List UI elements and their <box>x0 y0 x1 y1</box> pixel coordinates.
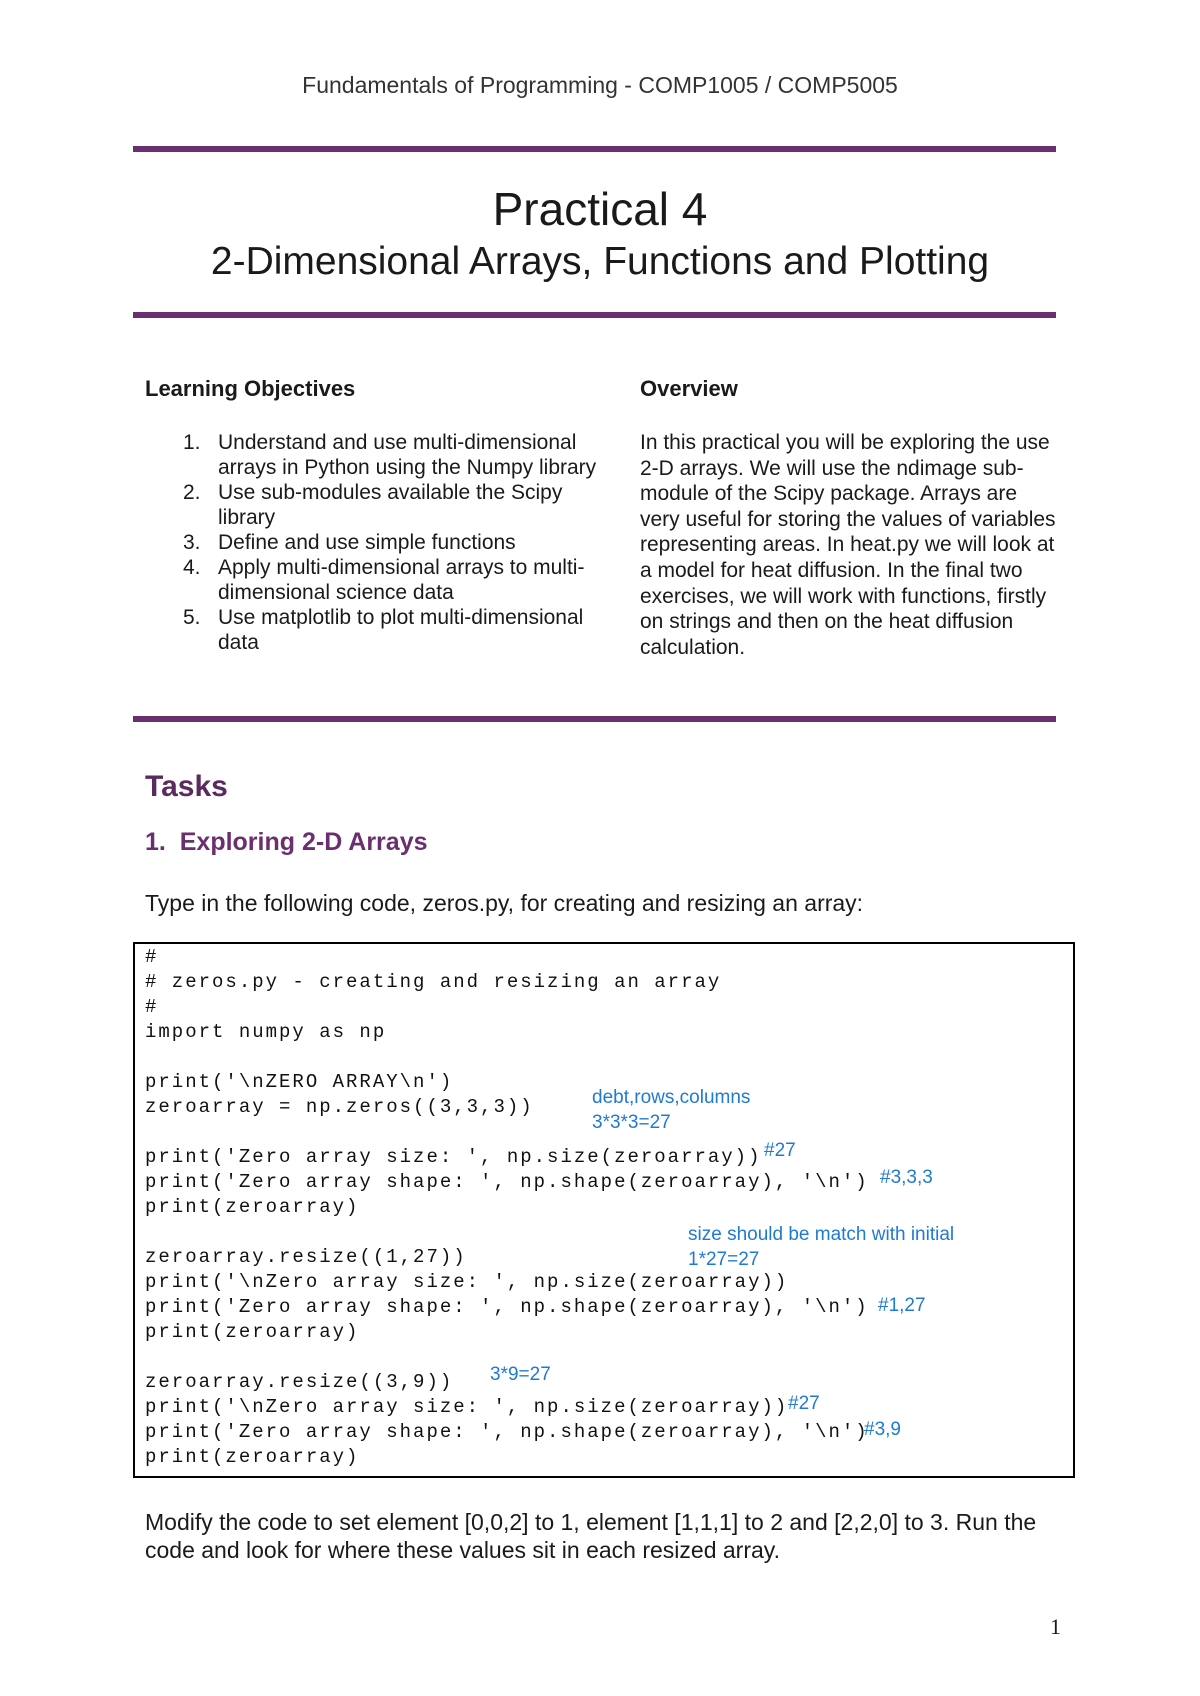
code-line: print(zeroarray) <box>145 1196 360 1218</box>
code-line: zeroarray.resize((3,9)) <box>145 1371 454 1393</box>
code-line: print('Zero array shape: ', np.shape(zeroarray), '\n') <box>145 1296 869 1318</box>
section-heading: 1. Exploring 2-D Arrays <box>145 828 428 856</box>
code-line: print('\nZero array size: ', np.size(zeroarray)) <box>145 1271 789 1293</box>
page-subtitle: 2-Dimensional Arrays, Functions and Plotting <box>210 240 990 283</box>
handwritten-annotation: #3,9 <box>864 1419 901 1440</box>
code-line: zeroarray = np.zeros((3,3,3)) <box>145 1096 534 1118</box>
section-intro: Type in the following code, zeros.py, for creating and resizing an array: <box>145 890 864 916</box>
code-line: import numpy as np <box>145 1021 387 1043</box>
handwritten-annotation: 3*9=27 <box>490 1364 551 1385</box>
list-item: 2. Use sub-modules available the Scipy library <box>183 481 563 529</box>
code-line: print(zeroarray) <box>145 1321 360 1343</box>
handwritten-annotation: #1,27 <box>878 1295 926 1316</box>
page-title: Practical 4 <box>492 183 708 235</box>
top-divider <box>133 146 1056 152</box>
code-line: print('Zero array size: ', np.size(zeroarray)) <box>145 1146 762 1168</box>
title-divider <box>133 312 1056 318</box>
learning-objectives-list <box>145 430 615 655</box>
section-instructions: Modify the code to set element [0,0,2] to 1, element [1,1,1] to 2 and [2,2,0] to 3. Run the code and look for where these values sit in each resized array. <box>145 1509 1037 1563</box>
handwritten-annotation: 1*27=27 <box>688 1249 760 1270</box>
list-item: 5. Use matplotlib to plot multi-dimensional data <box>183 606 584 654</box>
running-header: Fundamentals of Programming - COMP1005 / COMP5005 <box>302 72 898 98</box>
list-item: 1. Understand and use multi-dimensional arrays in Python using the Numpy library <box>183 431 597 479</box>
list-item: 4. Apply multi-dimensional arrays to multi-dimensional science data <box>183 556 585 604</box>
code-line: print(zeroarray) <box>145 1446 360 1468</box>
handwritten-annotation: debt,rows,columns <box>592 1087 751 1108</box>
handwritten-annotation: #27 <box>764 1140 796 1161</box>
code-line: print('Zero array shape: ', np.shape(zeroarray), '\n') <box>145 1171 869 1193</box>
code-line: print('Zero array shape: ', np.shape(zeroarray), '\n') <box>145 1421 869 1443</box>
learning-objectives-heading: Learning Objectives <box>145 376 356 401</box>
tasks-heading: Tasks <box>145 770 228 803</box>
handwritten-annotation: #27 <box>788 1393 820 1414</box>
section-divider <box>133 716 1056 722</box>
code-line: # <box>145 996 159 1018</box>
code-line: zeroarray.resize((1,27)) <box>145 1246 467 1268</box>
handwritten-annotation: size should be match with initial <box>688 1224 955 1245</box>
code-line: # zeros.py - creating and resizing an array <box>145 971 722 993</box>
overview-text: In this practical you will be exploring the use 2-D arrays. We will use the ndimage sub-module of the Scipy package. Arrays are very useful for storing the values of variables representing areas. In heat.py we will look at a model for heat diffusion. In the final two exercises, we will work with functions, firstly on strings and then on the heat diffusion calculation. <box>640 431 1056 659</box>
code-line: print('\nZero array size: ', np.size(zeroarray)) <box>145 1396 789 1418</box>
overview-heading: Overview <box>640 376 738 401</box>
list-item: 3. Define and use simple functions <box>183 531 516 554</box>
code-line: print('\nZERO ARRAY\n') <box>145 1071 454 1093</box>
page-number: 1 <box>1050 1614 1061 1639</box>
handwritten-annotation: 3*3*3=27 <box>592 1112 671 1133</box>
code-line: # <box>145 946 159 968</box>
handwritten-annotation: #3,3,3 <box>880 1167 933 1188</box>
